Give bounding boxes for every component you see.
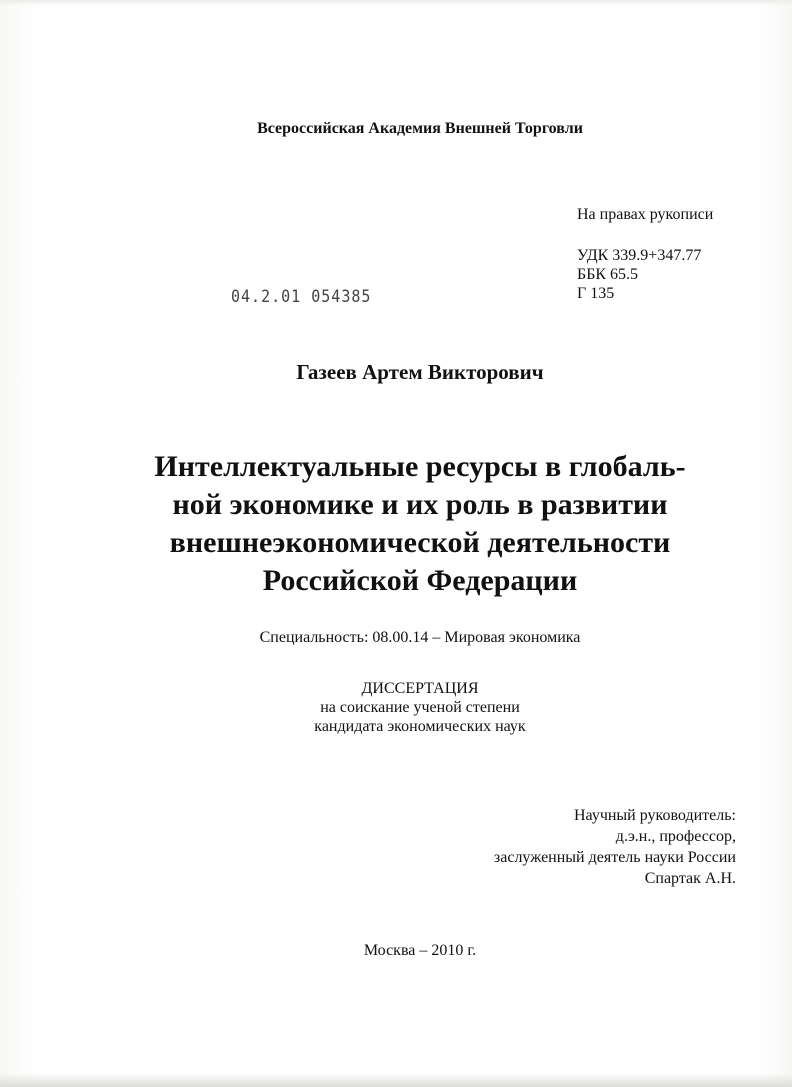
title-line: ной экономике и их роль в развитии xyxy=(172,488,668,521)
dissertation-block xyxy=(0,679,792,736)
supervisor-honor: заслуженный деятель науки России xyxy=(493,849,736,866)
dissertation-purpose: на соискание ученой степени xyxy=(320,699,520,716)
udk-code: УДК 339.9+347.77 xyxy=(577,247,702,264)
specialty-line: Специальность: 08.00.14 – Мировая экономика xyxy=(259,629,581,646)
title-line: Интеллектуальные ресурсы в глобаль- xyxy=(154,450,686,483)
classification-codes xyxy=(577,246,701,303)
page-shadow-top xyxy=(0,0,792,6)
author-mark-code: Г 135 xyxy=(577,285,615,302)
title-line: внешнеэкономической деятельности xyxy=(169,526,671,559)
dissertation-heading: ДИССЕРТАЦИЯ xyxy=(361,680,479,697)
supervisor-name: Спартак А.Н. xyxy=(644,870,736,887)
dissertation-degree: кандидата экономических наук xyxy=(314,718,526,735)
title-line: Российской Федерации xyxy=(262,564,578,597)
supervisor-block xyxy=(494,805,736,889)
bbk-code: ББК 65.5 xyxy=(577,266,639,283)
supervisor-label: Научный руководитель: xyxy=(573,807,736,824)
place-and-year: Москва – 2010 г. xyxy=(363,942,477,959)
supervisor-credentials: д.э.н., профессор, xyxy=(615,828,736,845)
dissertation-title xyxy=(0,448,792,600)
library-stamp-number: 04.2.01 054385 xyxy=(231,286,372,307)
organization-name: Всероссийская Академия Внешней Торговли xyxy=(257,120,583,137)
page-shadow-bottom xyxy=(0,1073,792,1087)
manuscript-rights-note: На правах рукописи xyxy=(577,206,714,223)
author-name: Газеев Артем Викторович xyxy=(296,360,544,384)
